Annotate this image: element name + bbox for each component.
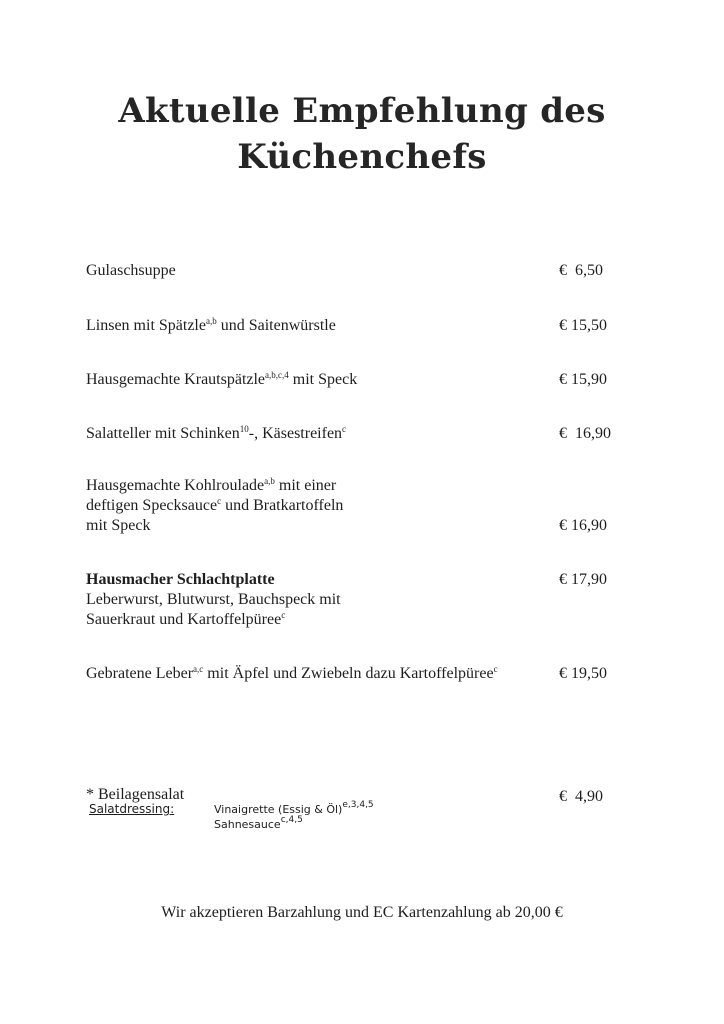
menu-item-name-rest: mit Äpfel und Zwiebeln dazu Kartoffelpüree bbox=[203, 665, 494, 682]
allergen-note-2: c bbox=[217, 496, 222, 506]
menu-item-name: Gulaschsuppe bbox=[86, 262, 176, 279]
title-line-2: Küchenchefs bbox=[237, 137, 487, 177]
menu-item-price: € 16,90 bbox=[559, 425, 611, 442]
menu-item-name: Gebratene Leber bbox=[86, 665, 194, 682]
menu-item-line-2-rest: und Bratkartoffeln bbox=[221, 497, 344, 514]
menu-item-name: Linsen mit Spätzle bbox=[86, 317, 206, 334]
allergen-note: a,b,c,4 bbox=[265, 370, 289, 380]
allergen-note-2: c bbox=[493, 664, 498, 674]
dressing-option-sahnesauce: Sahnesauce bbox=[214, 818, 281, 831]
menu-item-linsen bbox=[86, 316, 336, 336]
menu-item-name-mid: -, Käsestreifen bbox=[248, 425, 343, 442]
menu-item-price: € 15,50 bbox=[559, 317, 607, 334]
side-salad-price: € 4,90 bbox=[559, 788, 603, 805]
menu-item-line-3: mit Speck bbox=[86, 517, 151, 534]
allergen-note: c,4,5 bbox=[280, 815, 303, 825]
dressing-option-vinaigrette: Vinaigrette (Essig & Öl) bbox=[214, 803, 343, 816]
menu-item-price: € 15,90 bbox=[559, 371, 607, 388]
menu-item-line-2: Leberwurst, Blutwurst, Bauchspeck mit bbox=[86, 591, 341, 608]
menu-item-price: € 16,90 bbox=[559, 517, 607, 534]
allergen-note: e,3,4,5 bbox=[342, 800, 374, 810]
menu-item-gulaschsuppe bbox=[86, 261, 176, 281]
allergen-note: a,c bbox=[193, 664, 204, 674]
menu-item-kohlroulade bbox=[86, 476, 343, 536]
menu-item-line-2: deftigen Specksauce bbox=[86, 497, 218, 514]
dressing-label: Salatdressing: bbox=[89, 802, 175, 816]
dressing-options bbox=[214, 802, 374, 832]
menu-item-name: Hausgemachte Krautspätzle bbox=[86, 371, 266, 388]
menu-item-price: € 6,50 bbox=[559, 262, 603, 279]
allergen-note: 10 bbox=[239, 424, 249, 434]
menu-item-price: € 19,50 bbox=[559, 665, 607, 682]
allergen-note: a,b bbox=[264, 476, 275, 486]
allergen-note: c bbox=[281, 610, 286, 620]
menu-item-price: € 17,90 bbox=[559, 571, 607, 588]
allergen-note: a,b bbox=[205, 316, 217, 326]
allergen-note-2: c bbox=[342, 424, 347, 434]
menu-item-name-rest: und Saitenwürstle bbox=[216, 317, 336, 334]
side-salad-label: * Beilagensalat bbox=[86, 786, 185, 803]
menu-item-name: Salatteller mit Schinken bbox=[86, 425, 240, 442]
menu-item-title: Hausmacher Schlachtplatte bbox=[86, 571, 275, 588]
payment-note: Wir akzeptieren Barzahlung und EC Kartenzahlung ab 20,00 € bbox=[161, 904, 563, 921]
menu-item-line-1-rest: mit einer bbox=[274, 477, 337, 494]
menu-item-line-1: Hausgemachte Kohlroulade bbox=[86, 477, 265, 494]
menu-item-line-3: Sauerkraut und Kartoffelpüree bbox=[86, 611, 282, 628]
menu-item-leber bbox=[86, 664, 498, 684]
menu-item-krautspaetzle bbox=[86, 370, 357, 390]
menu-item-salatteller bbox=[86, 424, 346, 444]
title-line-1: Aktuelle Empfehlung des bbox=[118, 91, 606, 131]
page-title bbox=[0, 88, 724, 180]
menu-item-schlachtplatte bbox=[86, 570, 341, 630]
menu-item-name-rest: mit Speck bbox=[288, 371, 358, 388]
